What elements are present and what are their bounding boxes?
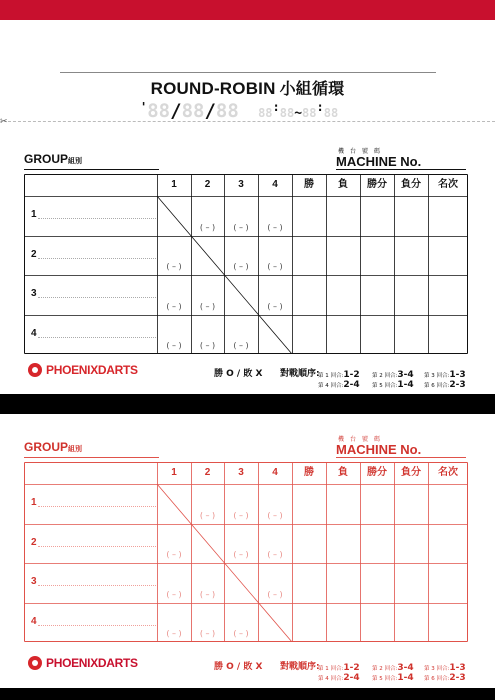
schedule-round-label: 第 5 回合: <box>372 676 398 682</box>
title-en: ROUND-ROBIN <box>150 79 276 98</box>
score-cell-paren[interactable]: ( – ) <box>267 550 283 559</box>
score-cell-paren[interactable]: ( – ) <box>233 223 249 232</box>
score-cell-paren[interactable]: ( – ) <box>267 223 283 232</box>
phoenix-logo-icon <box>28 363 42 377</box>
schedule-round-label: 第 6 回合: <box>424 383 450 389</box>
score-cell-paren[interactable]: ( – ) <box>166 590 182 599</box>
schedule-entry <box>424 372 466 391</box>
score-cell-paren[interactable]: ( – ) <box>199 341 216 350</box>
score-cell-paren[interactable]: ( – ) <box>199 511 216 520</box>
column-header: 4 <box>272 467 278 478</box>
column-header: 4 <box>272 179 278 190</box>
row-label: 1 <box>31 209 37 220</box>
score-cell-paren[interactable]: ( – ) <box>233 341 249 350</box>
date-year: 88 <box>147 100 171 122</box>
schedule-pair: 2-4 <box>343 380 360 390</box>
score-cell-paren[interactable]: ( – ) <box>199 629 216 638</box>
column-header: 勝分 <box>367 179 387 190</box>
group-label-en: GROUP <box>24 152 69 166</box>
match-order-label: 對戰順序: <box>280 662 320 672</box>
score-cell-paren[interactable]: ( – ) <box>233 262 249 271</box>
schedule-pair: 1-3 <box>449 370 466 380</box>
machine-underline <box>336 457 466 458</box>
score-cell-paren[interactable]: ( – ) <box>166 550 182 559</box>
year-tick: ' <box>140 100 148 114</box>
schedule-entry <box>318 372 360 391</box>
date-month: 88 <box>181 100 205 122</box>
column-header: 1 <box>171 467 177 478</box>
group-label <box>24 152 82 166</box>
time-tilde: ~ <box>294 106 303 121</box>
score-cell-paren[interactable]: ( – ) <box>199 223 216 232</box>
column-header: 勝 <box>304 179 314 190</box>
score-cell-paren[interactable]: ( – ) <box>267 590 283 599</box>
player-name-line[interactable] <box>38 625 156 626</box>
row-label: 2 <box>31 249 37 260</box>
column-header: 負 <box>338 467 348 478</box>
score-cell-paren[interactable]: ( – ) <box>166 341 182 350</box>
machine-sub-label: 機台號碼 <box>338 436 387 443</box>
score-cell-paren[interactable]: ( – ) <box>166 302 182 311</box>
phoenix-logo-icon <box>28 656 42 670</box>
score-cell-paren[interactable]: ( – ) <box>233 629 249 638</box>
top-red-band <box>0 0 495 20</box>
group-label-en: GROUP <box>24 440 69 454</box>
machine-label: MACHINE No. <box>336 442 422 457</box>
schedule-entry <box>424 665 466 684</box>
column-header: 勝分 <box>367 467 387 478</box>
schedule-pair: 1-2 <box>343 370 360 380</box>
row-label: 1 <box>31 497 37 508</box>
schedule-round-label: 第 6 回合: <box>424 676 450 682</box>
column-header: 負 <box>338 179 348 190</box>
player-name-line[interactable] <box>38 506 156 507</box>
player-name-line[interactable] <box>38 546 156 547</box>
time-start-hour: 88 <box>258 106 273 120</box>
row-label: 3 <box>31 576 37 587</box>
schedule-entry <box>372 372 414 391</box>
player-name-line[interactable] <box>38 585 156 586</box>
row-label: 2 <box>31 537 37 548</box>
machine-label: MACHINE No. <box>336 154 422 169</box>
column-header: 負分 <box>401 467 421 478</box>
time-colon: : <box>316 100 324 114</box>
player-name-line[interactable] <box>38 337 156 338</box>
machine-underline <box>336 169 466 170</box>
title-rule <box>60 72 436 73</box>
middle-black-band <box>0 394 495 414</box>
schedule-pair: 2-4 <box>343 673 360 683</box>
schedule-pair: 1-2 <box>343 663 360 673</box>
score-grid <box>24 462 468 642</box>
score-cell-paren[interactable]: ( – ) <box>233 511 249 520</box>
schedule-pair: 1-4 <box>397 380 414 390</box>
score-cell-paren[interactable]: ( – ) <box>166 262 182 271</box>
score-grid <box>24 174 468 354</box>
column-header: 3 <box>238 179 244 190</box>
row-label: 4 <box>31 616 37 627</box>
schedule-pair: 3-4 <box>397 663 414 673</box>
time-start-min: 88 <box>279 106 295 120</box>
win-loss-legend: 勝 O / 敗 X <box>214 662 263 672</box>
schedule-entry <box>318 665 360 684</box>
column-header: 2 <box>204 467 211 478</box>
time-end-min: 88 <box>323 106 339 120</box>
machine-sub-label: 機台號碼 <box>338 148 387 155</box>
player-name-line[interactable] <box>38 297 156 298</box>
score-cell-paren[interactable]: ( – ) <box>166 629 182 638</box>
time-colon: : <box>272 100 280 114</box>
schedule-pair: 1-4 <box>397 673 414 683</box>
score-cell-paren[interactable]: ( – ) <box>199 302 216 311</box>
date-time-display <box>140 100 338 120</box>
schedule-round-label: 第 1 回合: <box>318 373 344 379</box>
group-label-zh: 組別 <box>68 445 83 453</box>
score-cell-paren[interactable]: ( – ) <box>233 550 249 559</box>
cut-line <box>8 121 495 122</box>
scissor-icon: ✂ <box>0 116 8 126</box>
column-header: 2 <box>204 179 211 190</box>
brand-logo-text: PHOENIXDARTS <box>46 363 138 377</box>
schedule-pair: 2-3 <box>449 380 466 390</box>
time-end-hour: 88 <box>302 106 317 120</box>
brand-logo-text: PHOENIXDARTS <box>46 656 138 670</box>
date-day: 88 <box>215 100 239 122</box>
schedule-round-label: 第 4 回合: <box>318 383 344 389</box>
match-order-label: 對戰順序: <box>280 369 320 379</box>
title-zh: 小組循環 <box>279 79 345 98</box>
form-footer-red <box>24 655 468 683</box>
schedule-pair: 1-3 <box>449 663 466 673</box>
group-label <box>24 440 82 454</box>
player-name-line[interactable] <box>38 258 156 259</box>
score-cell-paren[interactable]: ( – ) <box>199 590 216 599</box>
page-title <box>0 76 495 99</box>
schedule-round-label: 第 1 回合: <box>318 666 344 672</box>
schedule-round-label: 第 3 回合: <box>424 373 450 379</box>
win-loss-legend: 勝 O / 敗 X <box>214 369 263 379</box>
column-header: 1 <box>171 179 177 190</box>
row-label: 3 <box>31 288 37 299</box>
score-cell-paren[interactable]: ( – ) <box>267 262 283 271</box>
date-slash: / <box>204 100 216 122</box>
form-footer-black <box>24 362 468 390</box>
score-cell-paren[interactable]: ( – ) <box>267 511 283 520</box>
schedule-pair: 3-4 <box>397 370 414 380</box>
schedule-round-label: 第 2 回合: <box>372 373 398 379</box>
column-header: 勝 <box>304 467 314 478</box>
player-name-line[interactable] <box>38 218 156 219</box>
schedule-round-label: 第 5 回合: <box>372 383 398 389</box>
row-label: 4 <box>31 328 37 339</box>
schedule-pair: 2-3 <box>449 673 466 683</box>
group-underline <box>24 169 159 170</box>
column-header: 3 <box>238 467 244 478</box>
schedule-round-label: 第 4 回合: <box>318 676 344 682</box>
schedule-entry <box>372 665 414 684</box>
group-label-zh: 組別 <box>68 157 83 165</box>
date-slash: / <box>170 100 182 122</box>
schedule-round-label: 第 2 回合: <box>372 666 398 672</box>
column-header: 負分 <box>401 179 421 190</box>
score-cell-paren[interactable]: ( – ) <box>267 302 283 311</box>
schedule-round-label: 第 3 回合: <box>424 666 450 672</box>
column-header: 名次 <box>438 467 458 478</box>
column-header: 名次 <box>438 179 458 190</box>
bottom-black-band <box>0 688 495 700</box>
group-underline <box>24 457 159 458</box>
